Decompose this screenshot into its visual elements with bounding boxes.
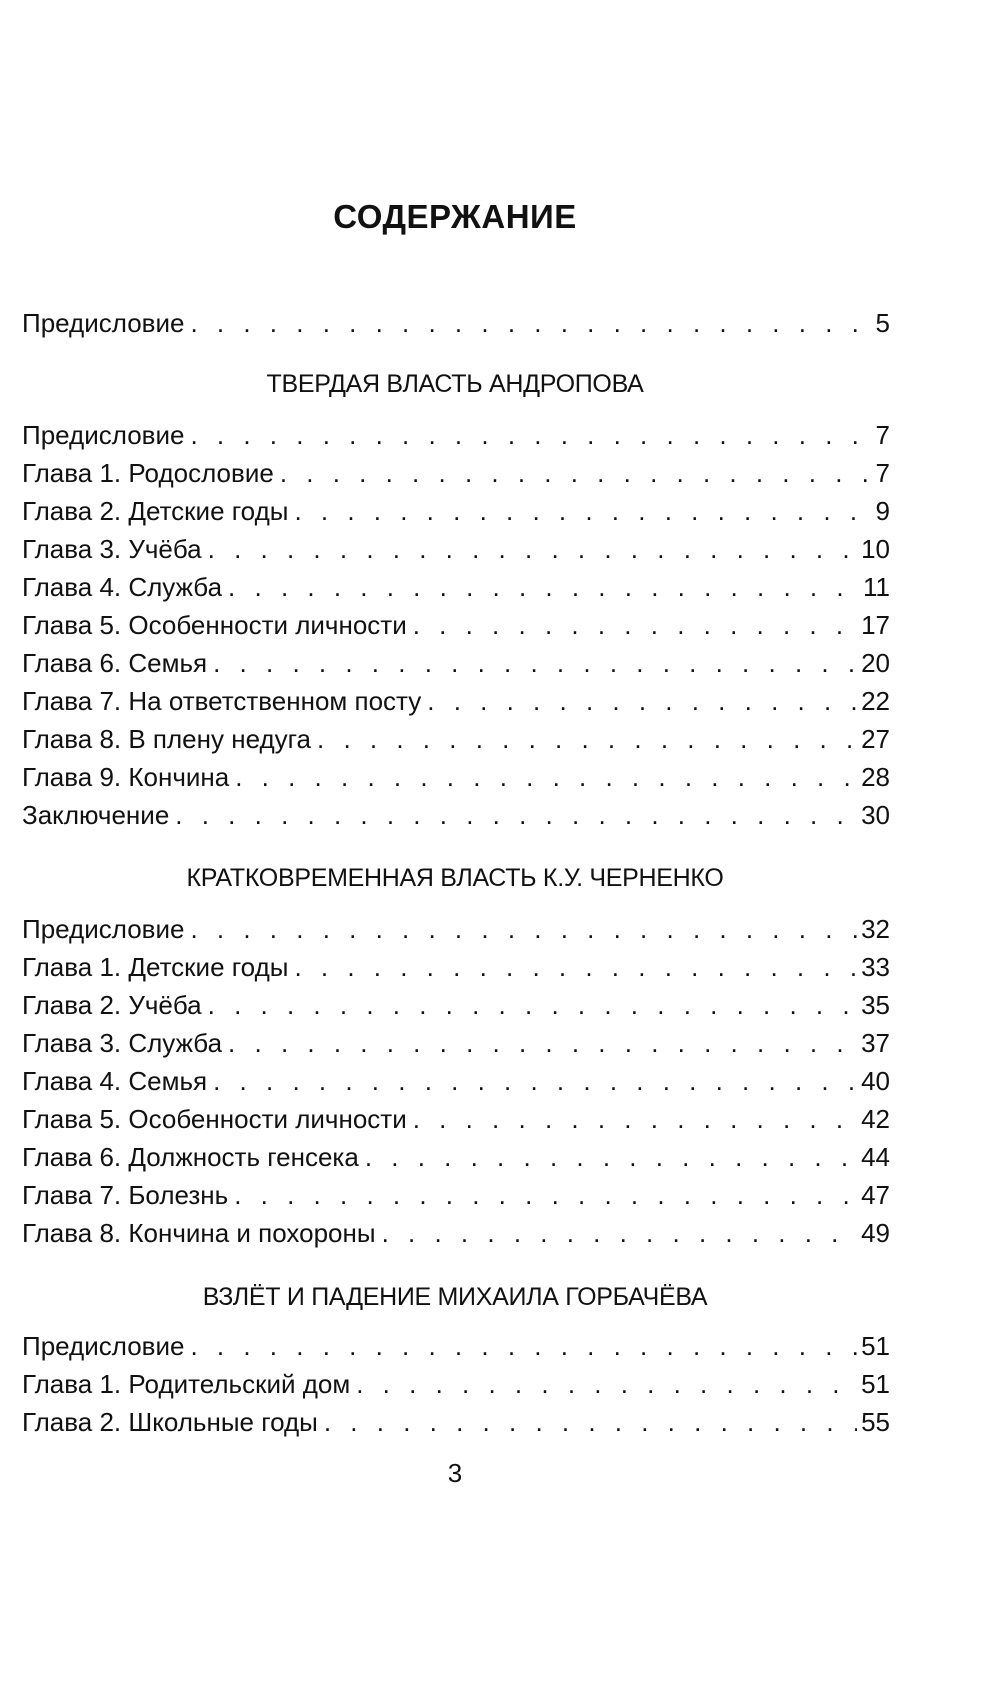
- toc-entry: [22, 568, 890, 606]
- toc-entry-label: Глава 1. Родительский дом: [22, 1369, 351, 1399]
- toc-entry: [22, 1327, 890, 1365]
- dot-leader: [324, 1403, 857, 1441]
- toc-entry-label: Глава 2. Школьные годы: [22, 1407, 318, 1437]
- dot-leader: [228, 568, 859, 606]
- toc-entry-label: Глава 2. Детские годы: [22, 496, 289, 526]
- section-heading-chernenko: КРАТКОВРЕМЕННАЯ ВЛАСТЬ К.У. ЧЕРНЕНКО: [186, 864, 724, 892]
- toc-entry: [22, 1365, 890, 1403]
- toc-entry-page: 7: [875, 458, 890, 488]
- toc-entry-label: Предисловие: [22, 308, 185, 338]
- dot-leader: [235, 758, 857, 796]
- toc-entry-label: Заключение: [22, 800, 170, 830]
- toc-entry-page: 55: [861, 1407, 890, 1437]
- toc-entry-label: Глава 4. Служба: [22, 572, 223, 602]
- toc-entry-page: 37: [861, 1028, 890, 1058]
- toc-entry-page: 47: [861, 1180, 890, 1210]
- dot-leader: [294, 948, 857, 986]
- toc-entry-label: Глава 5. Особенности личности: [22, 610, 407, 640]
- dot-leader: [190, 1327, 857, 1365]
- toc-entry: [22, 304, 890, 342]
- toc-entry: [22, 986, 890, 1024]
- toc-entry: [22, 910, 890, 948]
- toc-entry-label: Предисловие: [22, 1331, 185, 1361]
- dot-leader: [382, 1214, 858, 1252]
- toc-entry: [22, 1062, 890, 1100]
- toc-entry-page: 20: [861, 648, 890, 678]
- toc-entry-label: Глава 5. Особенности личности: [22, 1104, 407, 1134]
- toc-entry-label: Глава 8. В плену недуга: [22, 724, 312, 754]
- toc-entry-page: 30: [861, 800, 890, 830]
- dot-leader: [234, 1176, 857, 1214]
- page-number: 3: [447, 1458, 463, 1488]
- section-heading-gorbachev: ВЗЛЁТ И ПАДЕНИЕ МИХАИЛА ГОРБАЧЁВА: [202, 1283, 708, 1311]
- dot-leader: [190, 304, 871, 342]
- toc-entry-page: 17: [861, 610, 890, 640]
- dot-leader: [427, 682, 857, 720]
- toc-entry-page: 32: [861, 914, 890, 944]
- dot-leader: [294, 492, 871, 530]
- toc-entry: [22, 492, 890, 530]
- toc-entry-label: Глава 1. Родословие: [22, 458, 274, 488]
- toc-entry-page: 27: [861, 724, 890, 754]
- toc-entry-label: Глава 8. Кончина и похороны: [22, 1218, 376, 1248]
- dot-leader: [208, 530, 857, 568]
- toc-entry: [22, 606, 890, 644]
- toc-entry-label: Глава 7. На ответственном посту: [22, 686, 422, 716]
- toc-intro: [22, 304, 890, 342]
- toc-entry-page: 33: [861, 952, 890, 982]
- toc-entry: [22, 1176, 890, 1214]
- dot-leader: [190, 416, 871, 454]
- dot-leader: [175, 796, 857, 834]
- toc-entry: [22, 1403, 890, 1441]
- toc-entry-label: Глава 3. Служба: [22, 1028, 223, 1058]
- section-heading-andropov: ТВЕРДАЯ ВЛАСТЬ АНДРОПОВА: [266, 370, 644, 398]
- toc-entry-page: 10: [861, 534, 890, 564]
- toc-entry: [22, 1100, 890, 1138]
- toc-entry: [22, 530, 890, 568]
- toc-entry-page: 5: [875, 308, 890, 338]
- dot-leader: [356, 1365, 857, 1403]
- dot-leader: [365, 1138, 857, 1176]
- toc-entry-page: 40: [861, 1066, 890, 1096]
- dot-leader: [190, 910, 857, 948]
- toc-entry-label: Глава 1. Детские годы: [22, 952, 289, 982]
- toc-entry: [22, 1024, 890, 1062]
- dot-leader: [317, 720, 857, 758]
- toc-entry-page: 7: [875, 420, 890, 450]
- toc-entry-page: 44: [861, 1142, 890, 1172]
- toc-entry-label: Глава 3. Учёба: [22, 534, 202, 564]
- toc-entry-label: Глава 6. Должность генсека: [22, 1142, 359, 1172]
- dot-leader: [213, 1062, 857, 1100]
- toc-entry-label: Глава 2. Учёба: [22, 990, 202, 1020]
- toc-entry-page: 51: [861, 1369, 890, 1399]
- toc-entry: [22, 682, 890, 720]
- toc-entry: [22, 644, 890, 682]
- toc-entry-label: Предисловие: [22, 914, 185, 944]
- toc-entry-page: 28: [861, 762, 890, 792]
- toc-section-gorbachev: [22, 1327, 890, 1441]
- toc-entry-page: 11: [863, 572, 890, 602]
- toc-entry-page: 9: [875, 496, 890, 526]
- dot-leader: [228, 1024, 857, 1062]
- toc-entry-page: 49: [861, 1218, 890, 1248]
- toc-section-andropov: [22, 416, 890, 834]
- toc-entry: [22, 416, 890, 454]
- toc-entry-label: Глава 4. Семья: [22, 1066, 208, 1096]
- dot-leader: [208, 986, 857, 1024]
- dot-leader: [413, 1100, 857, 1138]
- dot-leader: [213, 644, 857, 682]
- dot-leader: [280, 454, 872, 492]
- toc-entry: [22, 1214, 890, 1252]
- toc-entry: [22, 454, 890, 492]
- toc-entry-label: Предисловие: [22, 420, 185, 450]
- toc-entry: [22, 758, 890, 796]
- toc-entry-page: 22: [861, 686, 890, 716]
- toc-entry: [22, 1138, 890, 1176]
- toc-section-chernenko: [22, 910, 890, 1252]
- toc-entry-page: 35: [861, 990, 890, 1020]
- toc-entry-page: 51: [861, 1331, 890, 1361]
- toc-entry: [22, 720, 890, 758]
- toc-entry-label: Глава 6. Семья: [22, 648, 208, 678]
- toc-entry: [22, 796, 890, 834]
- toc-entry-page: 42: [861, 1104, 890, 1134]
- dot-leader: [413, 606, 857, 644]
- toc-entry-label: Глава 9. Кончина: [22, 762, 230, 792]
- toc-entry-label: Глава 7. Болезнь: [22, 1180, 229, 1210]
- toc-entry: [22, 948, 890, 986]
- page-title: СОДЕРЖАНИЕ: [333, 198, 577, 235]
